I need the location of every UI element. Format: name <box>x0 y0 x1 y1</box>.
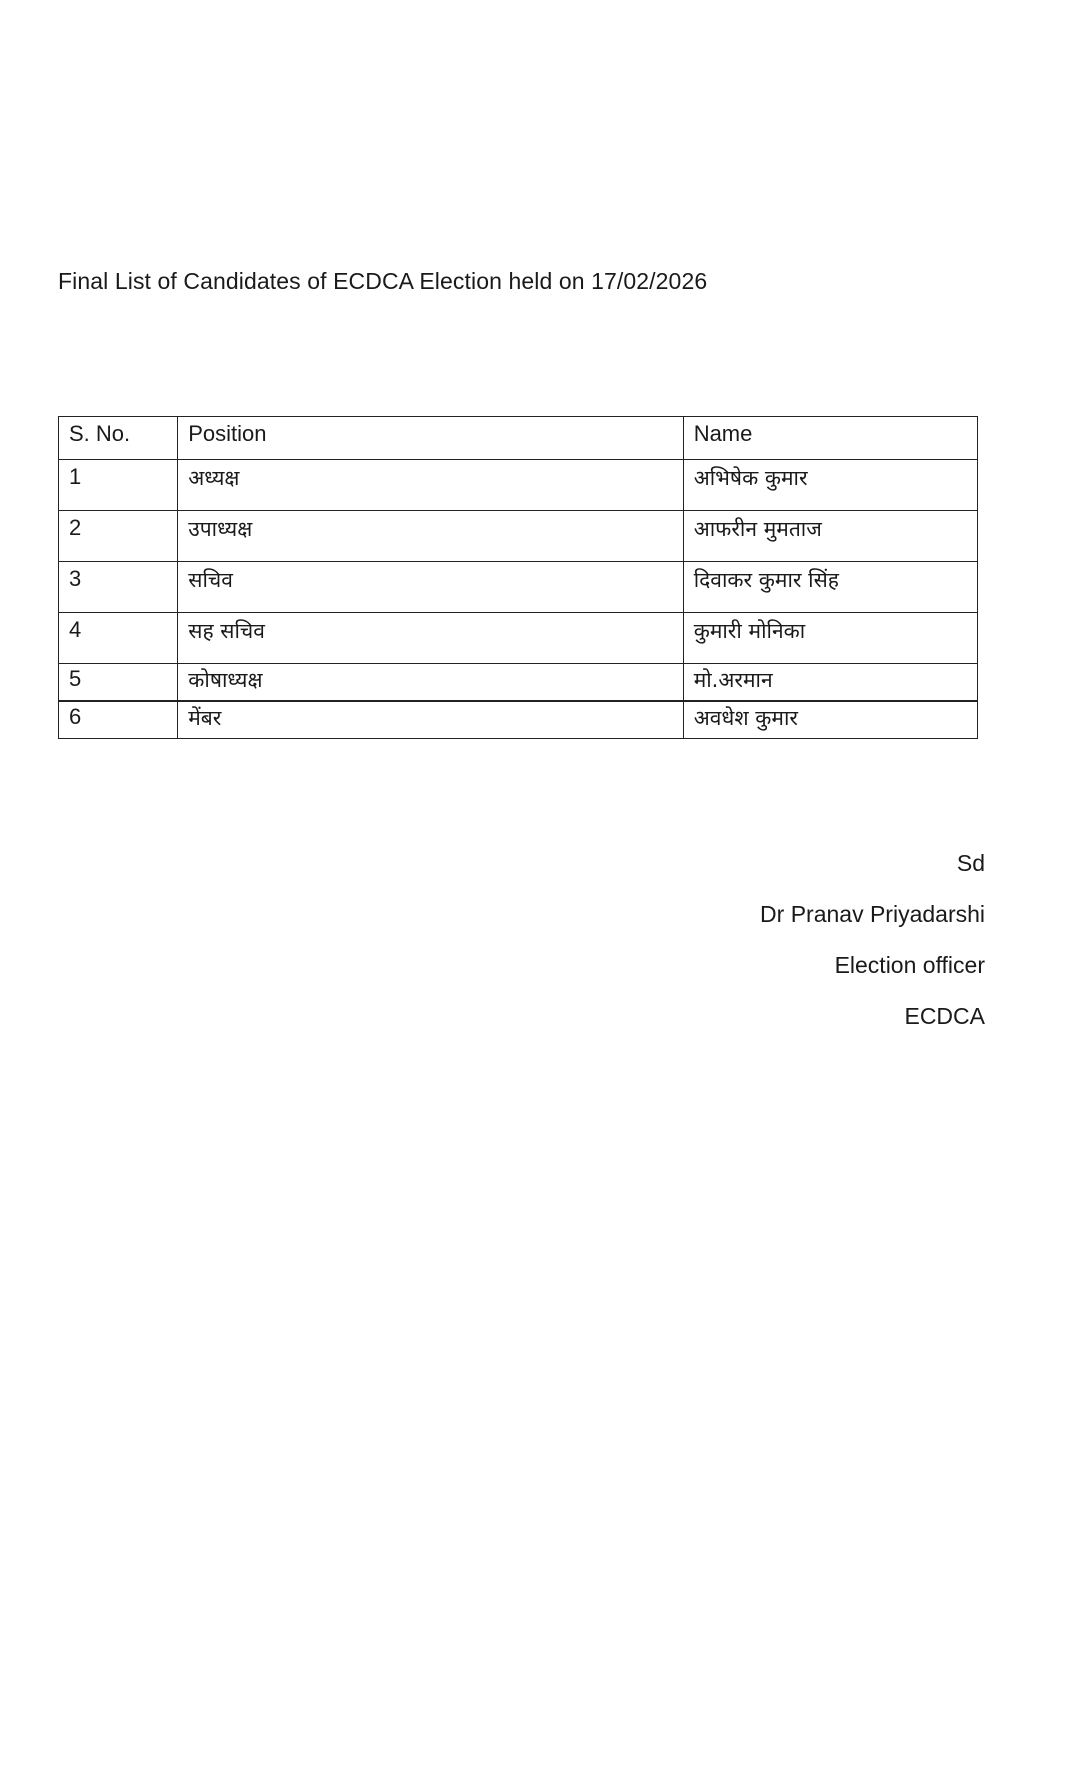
cell-position: अध्यक्ष <box>178 460 683 511</box>
signatory-name: Dr Pranav Priyadarshi <box>760 901 985 927</box>
signatory-organization: ECDCA <box>904 1003 985 1029</box>
signature-block <box>760 838 985 1042</box>
cell-sno: 5 <box>59 664 178 702</box>
table-row <box>59 562 978 613</box>
cell-position: सचिव <box>178 562 683 613</box>
table-row <box>59 460 978 511</box>
candidates-table <box>58 416 978 739</box>
table-row <box>59 701 978 739</box>
cell-position: उपाध्यक्ष <box>178 511 683 562</box>
signature-sd: Sd <box>956 850 985 876</box>
header-name: Name <box>683 417 977 460</box>
cell-position: मेंबर <box>178 701 683 739</box>
table-row <box>59 613 978 664</box>
table-row <box>59 511 978 562</box>
cell-position: कोषाध्यक्ष <box>178 664 683 702</box>
cell-sno: 3 <box>59 562 178 613</box>
cell-sno: 4 <box>59 613 178 664</box>
cell-name: आफरीन मुमताज <box>683 511 977 562</box>
cell-name: दिवाकर कुमार सिंह <box>683 562 977 613</box>
table-header-row <box>59 417 978 460</box>
cell-sno: 2 <box>59 511 178 562</box>
cell-name: अवधेश कुमार <box>683 701 977 739</box>
document-title: Final List of Candidates of ECDCA Election held on 17/02/2026 <box>58 268 708 294</box>
header-position: Position <box>178 417 683 460</box>
cell-name: मो.अरमान <box>683 664 977 702</box>
cell-sno: 1 <box>59 460 178 511</box>
cell-name: अभिषेक कुमार <box>683 460 977 511</box>
signatory-designation: Election officer <box>834 952 985 978</box>
cell-sno: 6 <box>59 701 178 739</box>
cell-name: कुमारी मोनिका <box>683 613 977 664</box>
table-row <box>59 664 978 702</box>
cell-position: सह सचिव <box>178 613 683 664</box>
header-sno: S. No. <box>59 417 178 460</box>
